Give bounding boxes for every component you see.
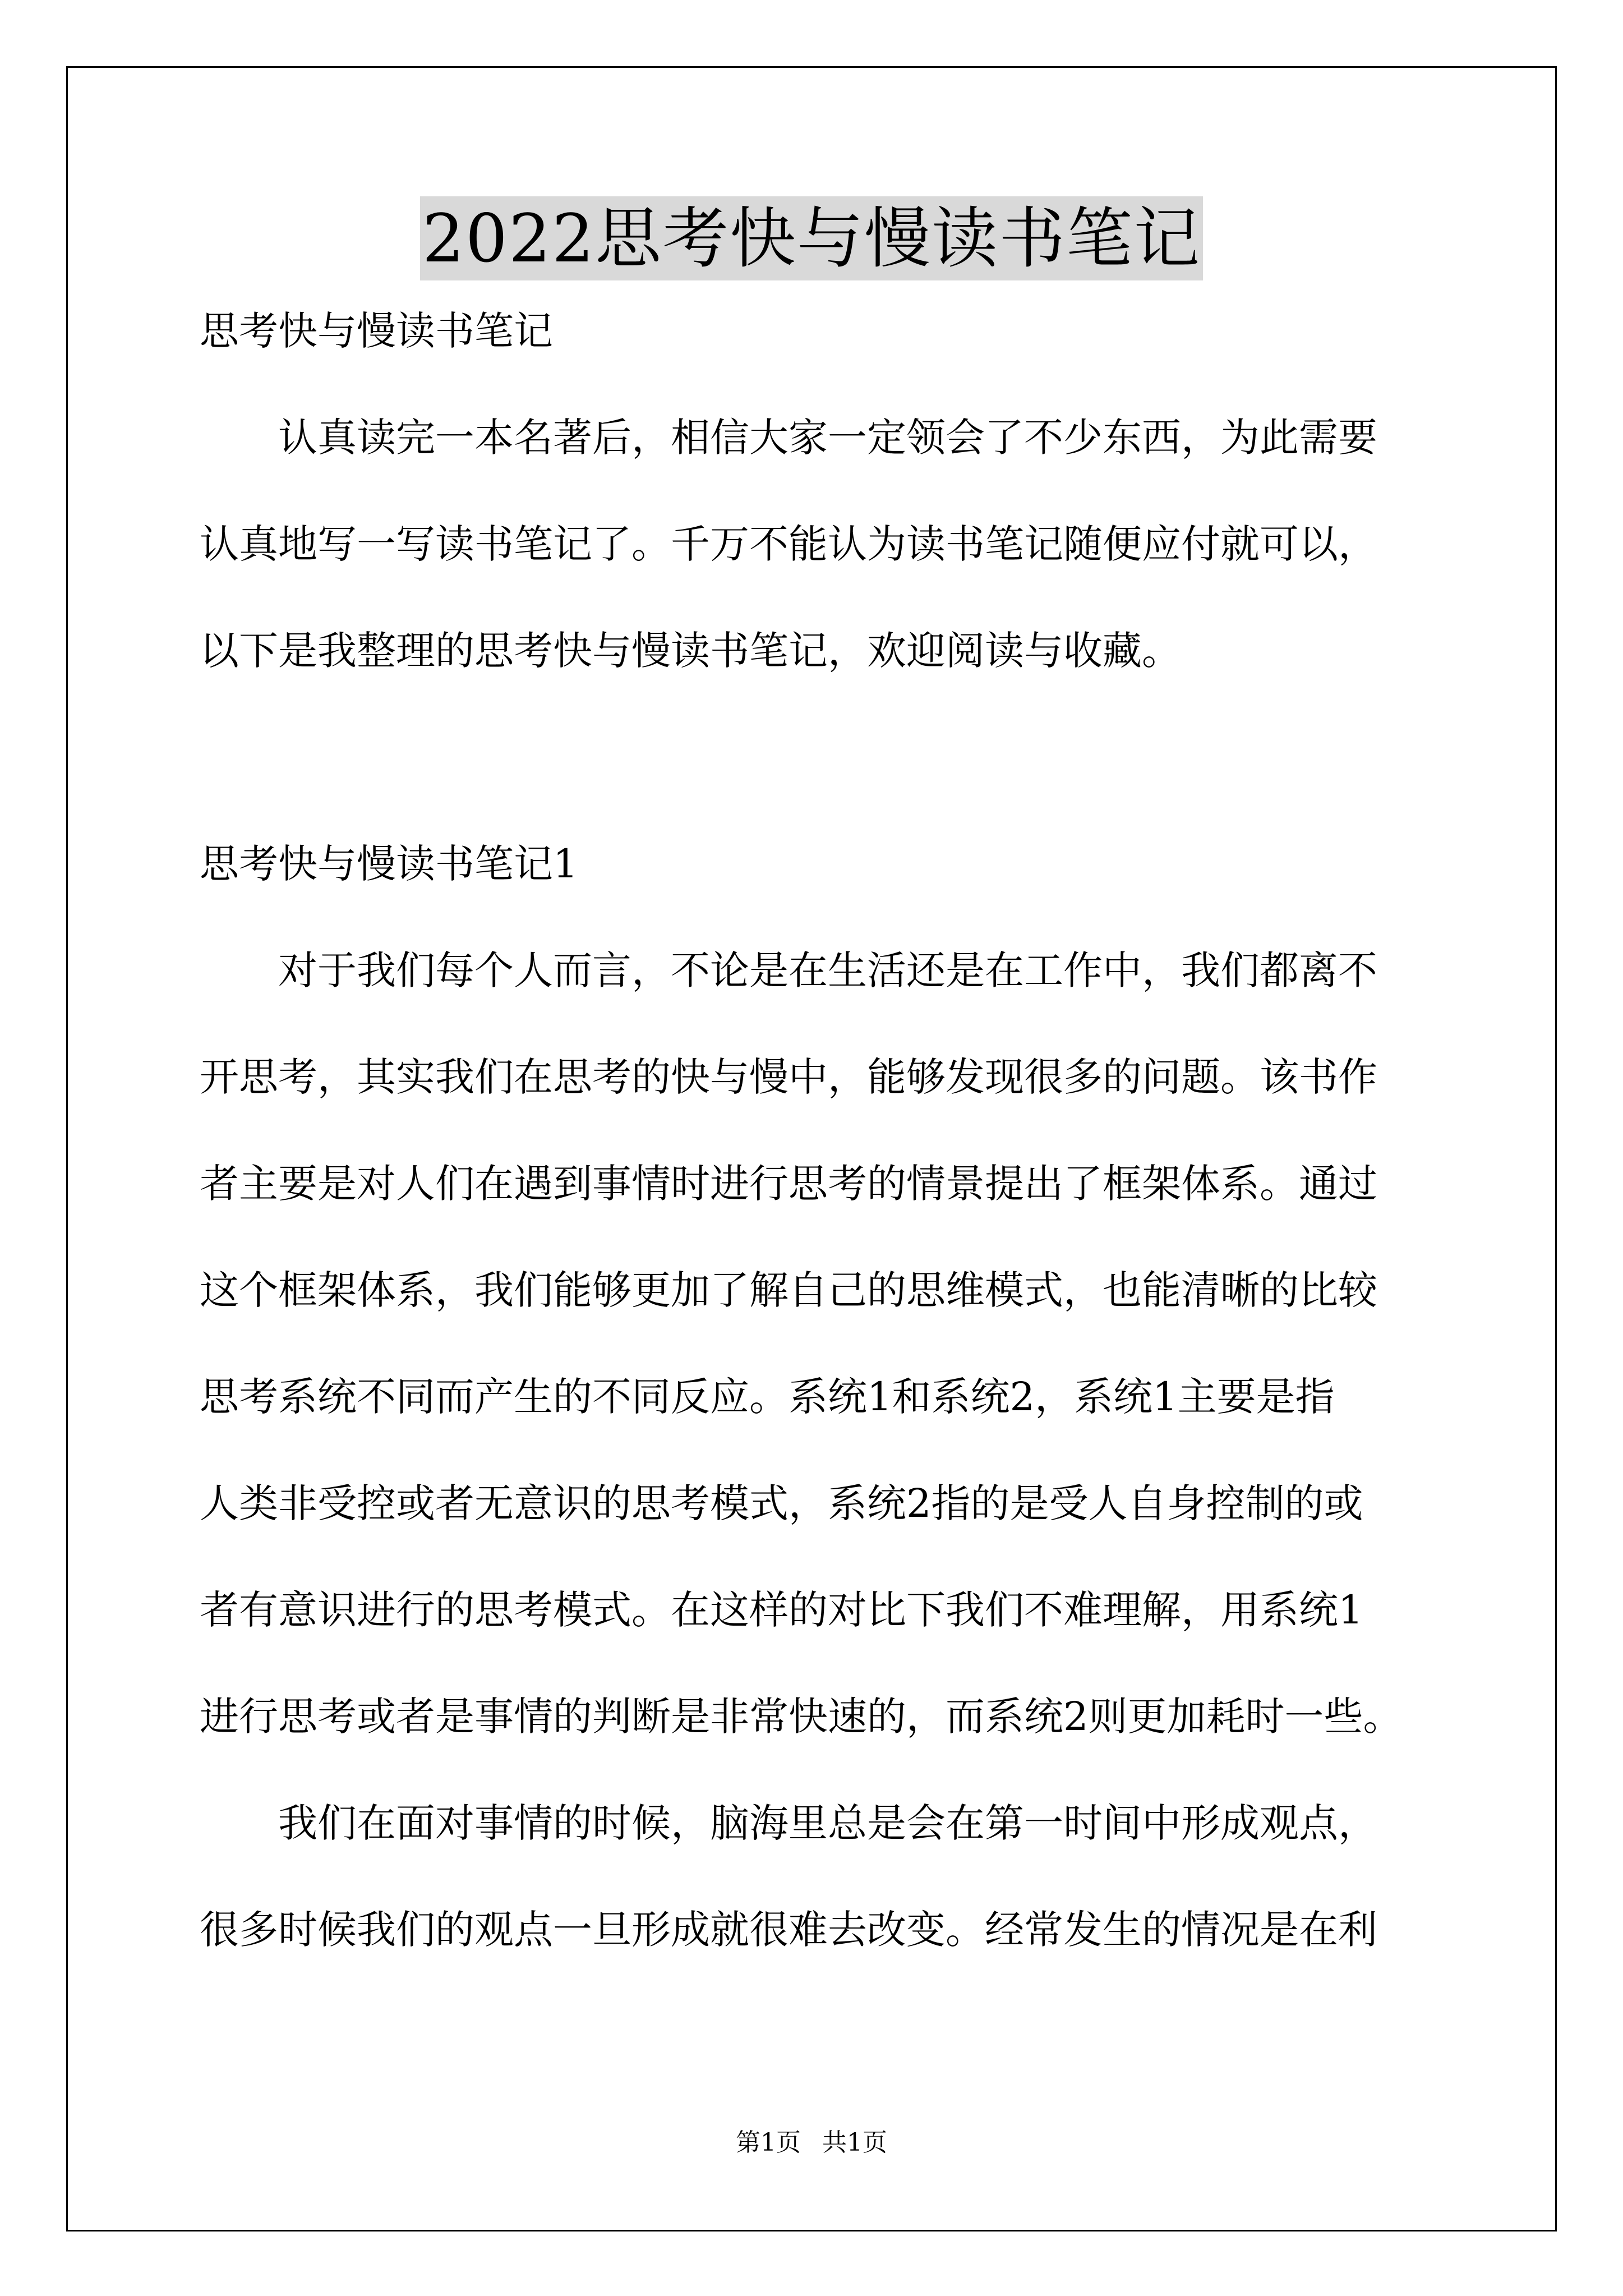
body-line: 对于我们每个人而言，不论是在生活还是在工作中，我们都离不 xyxy=(278,947,1377,993)
body-line: 很多时候我们的观点一旦形成就很难去改变。经常发生的情况是在利 xyxy=(200,1907,1377,1953)
body-line: 者主要是对人们在遇到事情时进行思考的情景提出了框架体系。通过 xyxy=(200,1161,1377,1207)
body-line: 人类非受控或者无意识的思考模式，系统2指的是受人自身控制的或 xyxy=(200,1480,1363,1526)
body-line: 这个框架体系，我们能够更加了解自己的思维模式，也能清晰的比较 xyxy=(200,1267,1377,1313)
title-area xyxy=(0,196,1623,280)
body-line: 开思考，其实我们在思考的快与慢中，能够发现很多的问题。该书作 xyxy=(200,1054,1377,1100)
body-line: 认真读完一本名著后，相信大家一定领会了不少东西，为此需要 xyxy=(278,415,1377,461)
page-count: 共1页 xyxy=(822,2128,887,2157)
body-line: 我们在面对事情的时候，脑海里总是会在第一时间中形成观点， xyxy=(278,1800,1377,1846)
body-line: 者有意识进行的思考模式。在这样的对比下我们不难理解，用系统1 xyxy=(200,1587,1363,1633)
section-heading: 思考快与慢读书笔记 xyxy=(200,308,553,354)
document-title: 2022思考快与慢读书笔记 xyxy=(420,196,1203,280)
page-footer xyxy=(0,2126,1623,2160)
page-number: 第1页 xyxy=(736,2128,801,2157)
body-line: 以下是我整理的思考快与慢读书笔记，欢迎阅读与收藏。 xyxy=(200,628,1181,674)
body-line: 思考系统不同而产生的不同反应。系统1和系统2，系统1主要是指 xyxy=(200,1374,1335,1420)
section-heading: 思考快与慢读书笔记1 xyxy=(200,841,578,887)
body-line: 进行思考或者是事情的判断是非常快速的，而系统2则更加耗时一些。 xyxy=(200,1694,1403,1740)
body-line: 认真地写一写读书笔记了。千万不能认为读书笔记随便应付就可以， xyxy=(200,521,1377,567)
